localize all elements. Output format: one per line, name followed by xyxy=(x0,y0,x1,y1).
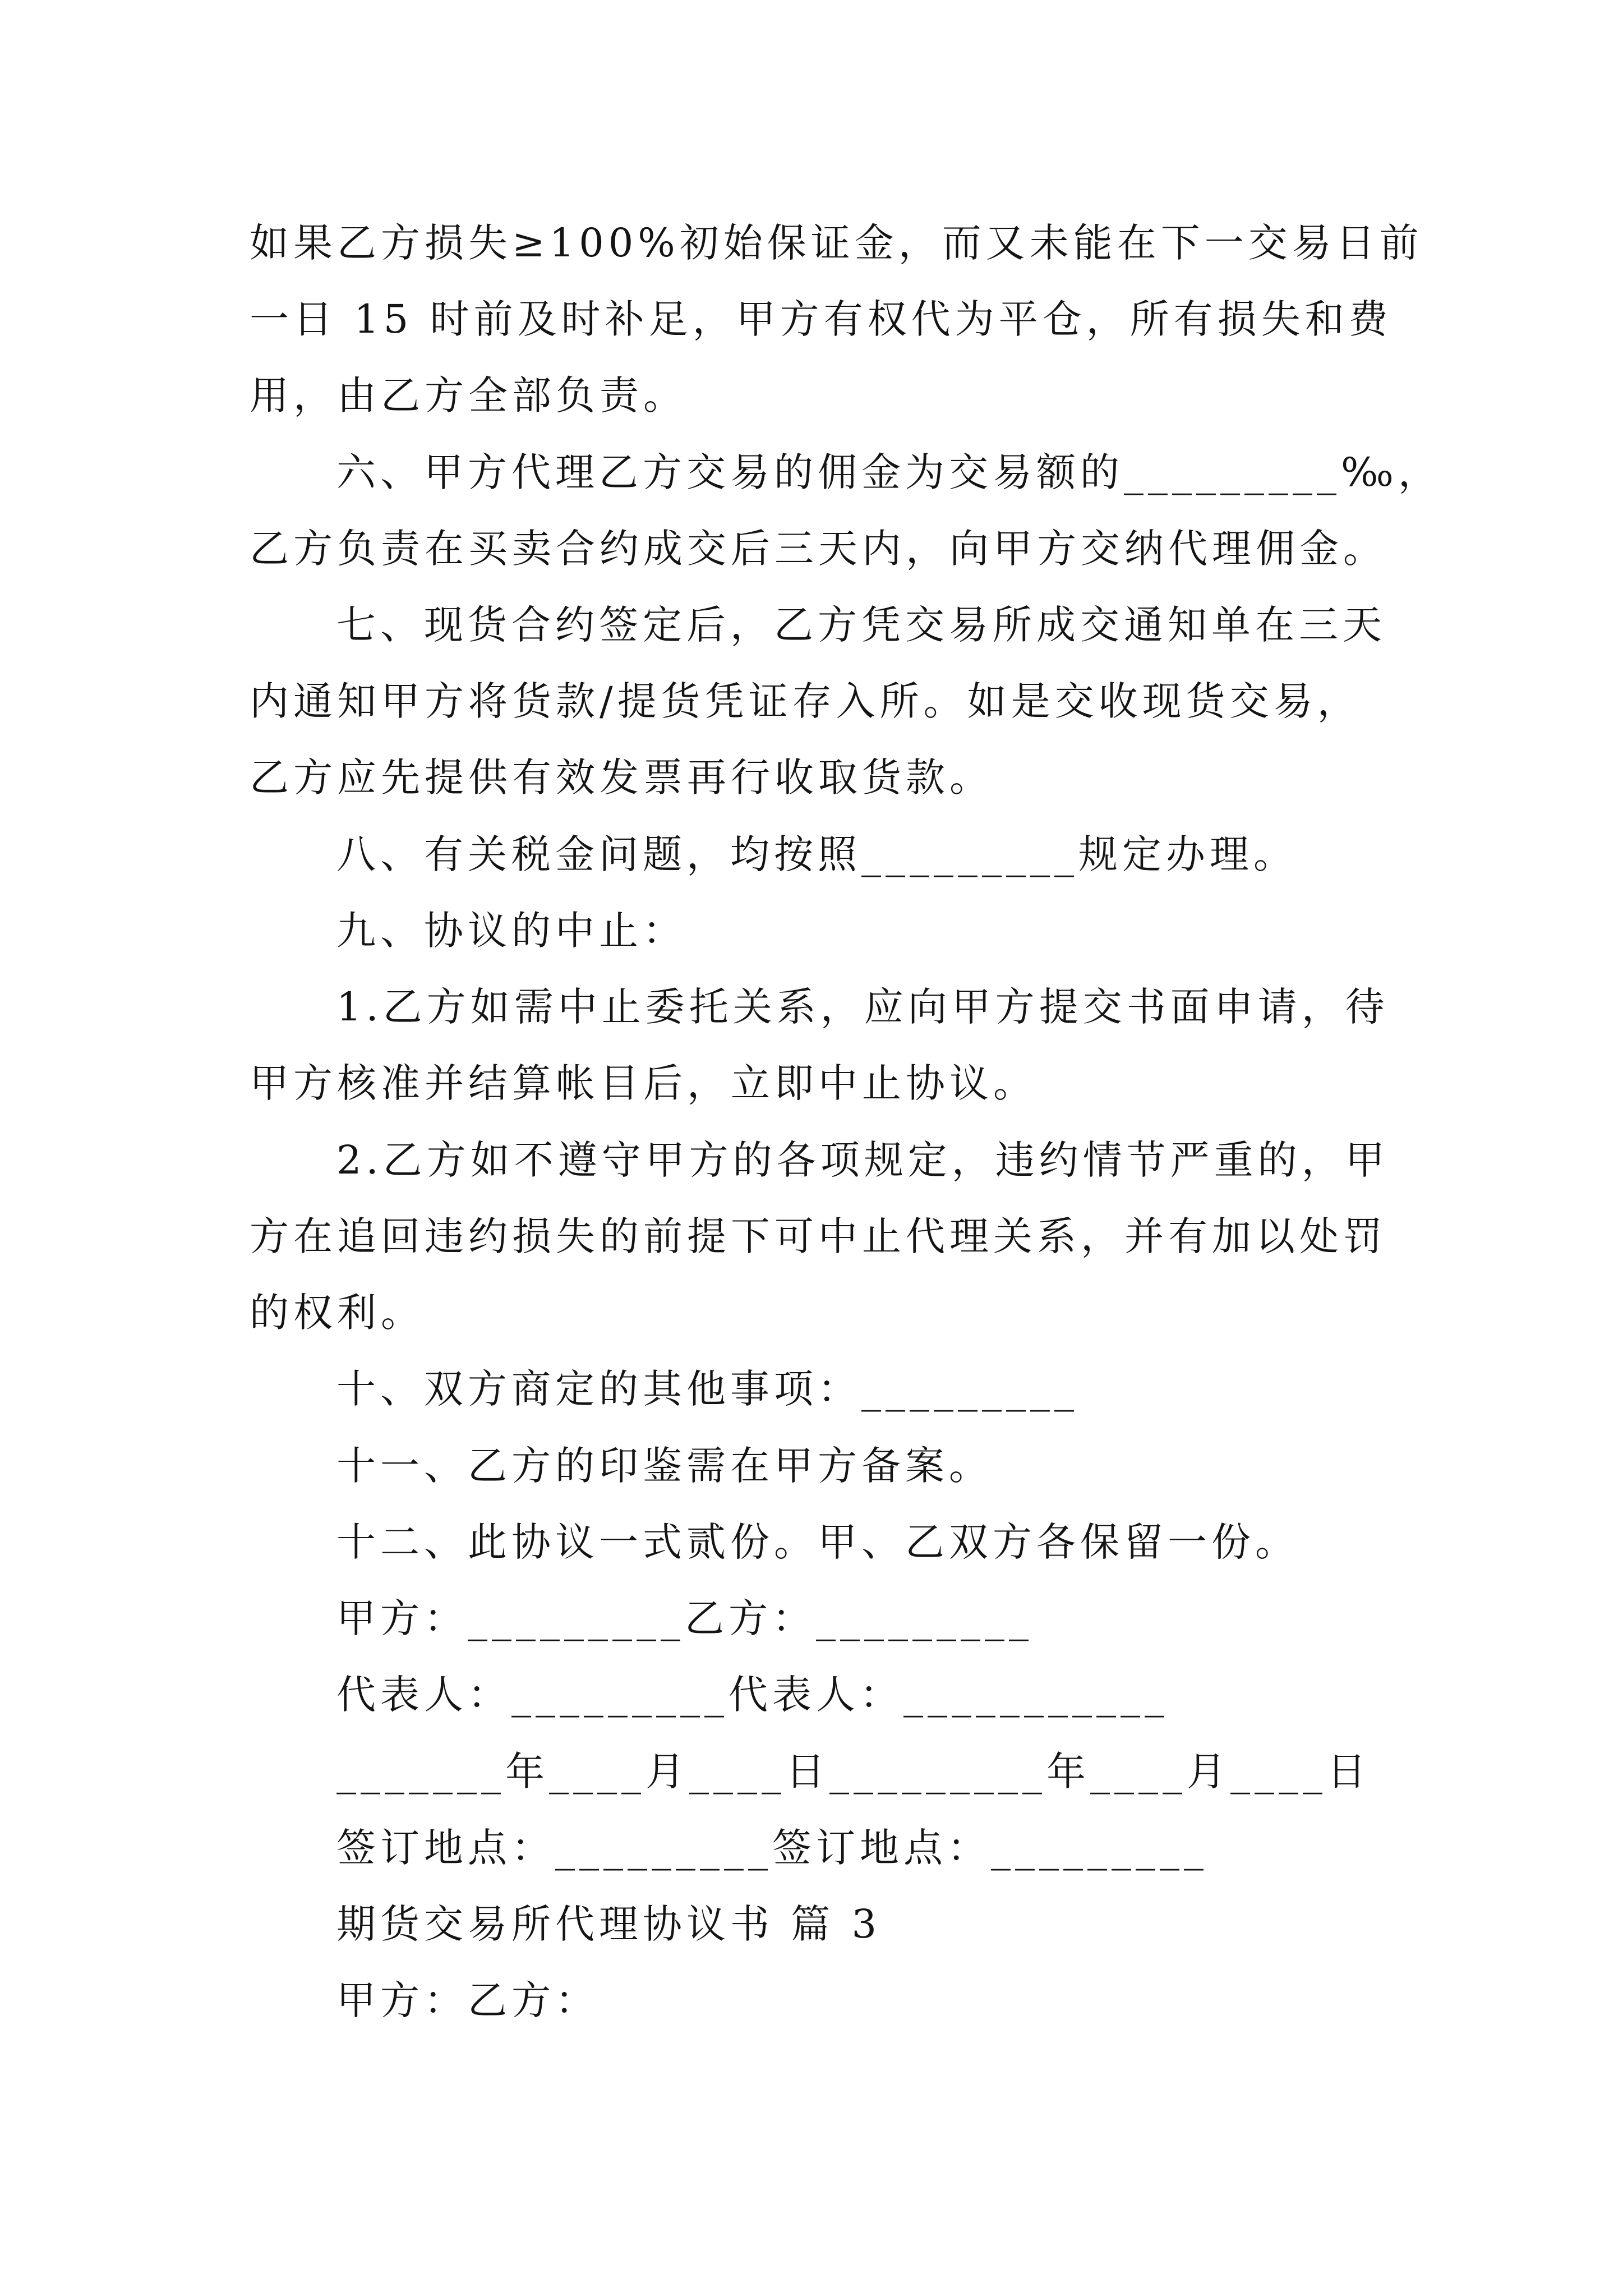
clause-eight-line: 八、有关税金问题，均按照_________规定办理。 xyxy=(336,831,1297,877)
paragraph-line: 的权利。 xyxy=(250,1290,425,1336)
paragraph-line: 乙方负责在买卖合约成交后三天内，向甲方交纳代理佣金。 xyxy=(250,526,1387,572)
party-signature-line: 甲方：_________乙方：_________ xyxy=(336,1595,1033,1641)
paragraph-line: 一日 15 时前及时补足，甲方有权代为平仓，所有损失和费 xyxy=(250,296,1393,342)
paragraph-line: 方在追回违约损失的前提下可中止代理关系，并有加以处罚 xyxy=(250,1213,1387,1259)
signing-location-line: 签订地点：_________签订地点：_________ xyxy=(336,1825,1208,1871)
paragraph-line: 乙方应先提供有效发票再行收取货款。 xyxy=(250,754,993,800)
clause-nine-item-2: 2.乙方如不遵守甲方的各项规定，违约情节严重的，甲 xyxy=(336,1137,1389,1183)
section-title: 期货交易所代理协议书 篇 3 xyxy=(336,1901,882,1947)
clause-seven-line: 七、现货合约签定后，乙方凭交易所成交通知单在三天 xyxy=(336,602,1386,648)
clause-twelve-line: 十二、此协议一式贰份。甲、乙双方各保留一份。 xyxy=(336,1519,1299,1565)
clause-six-line: 六、甲方代理乙方交易的佣金为交易额的_________‰， xyxy=(336,449,1442,495)
paragraph-line: 内通知甲方将货款/提货凭证存入所。如是交收现货交易， xyxy=(250,678,1361,724)
paragraph-line: 用，由乙方全部负责。 xyxy=(250,372,687,418)
clause-nine-item-1: 1.乙方如需中止委托关系，应向甲方提交书面申请，待 xyxy=(336,984,1389,1030)
representative-line: 代表人：_________代表人：___________ xyxy=(336,1672,1169,1718)
clause-eleven-line: 十一、乙方的印鉴需在甲方备案。 xyxy=(336,1443,993,1489)
party-line: 甲方：乙方： xyxy=(336,1977,599,2023)
paragraph-line: 如果乙方损失≥100%初始保证金，而又未能在下一交易日前 xyxy=(250,220,1423,266)
clause-nine-heading: 九、协议的中止： xyxy=(336,908,686,954)
date-line: _______年____月____日_________年____月____日 xyxy=(336,1749,1371,1795)
paragraph-line: 甲方核准并结算帐目后，立即中止协议。 xyxy=(250,1060,1037,1106)
clause-ten-line: 十、双方商定的其他事项：_________ xyxy=(336,1366,1078,1412)
